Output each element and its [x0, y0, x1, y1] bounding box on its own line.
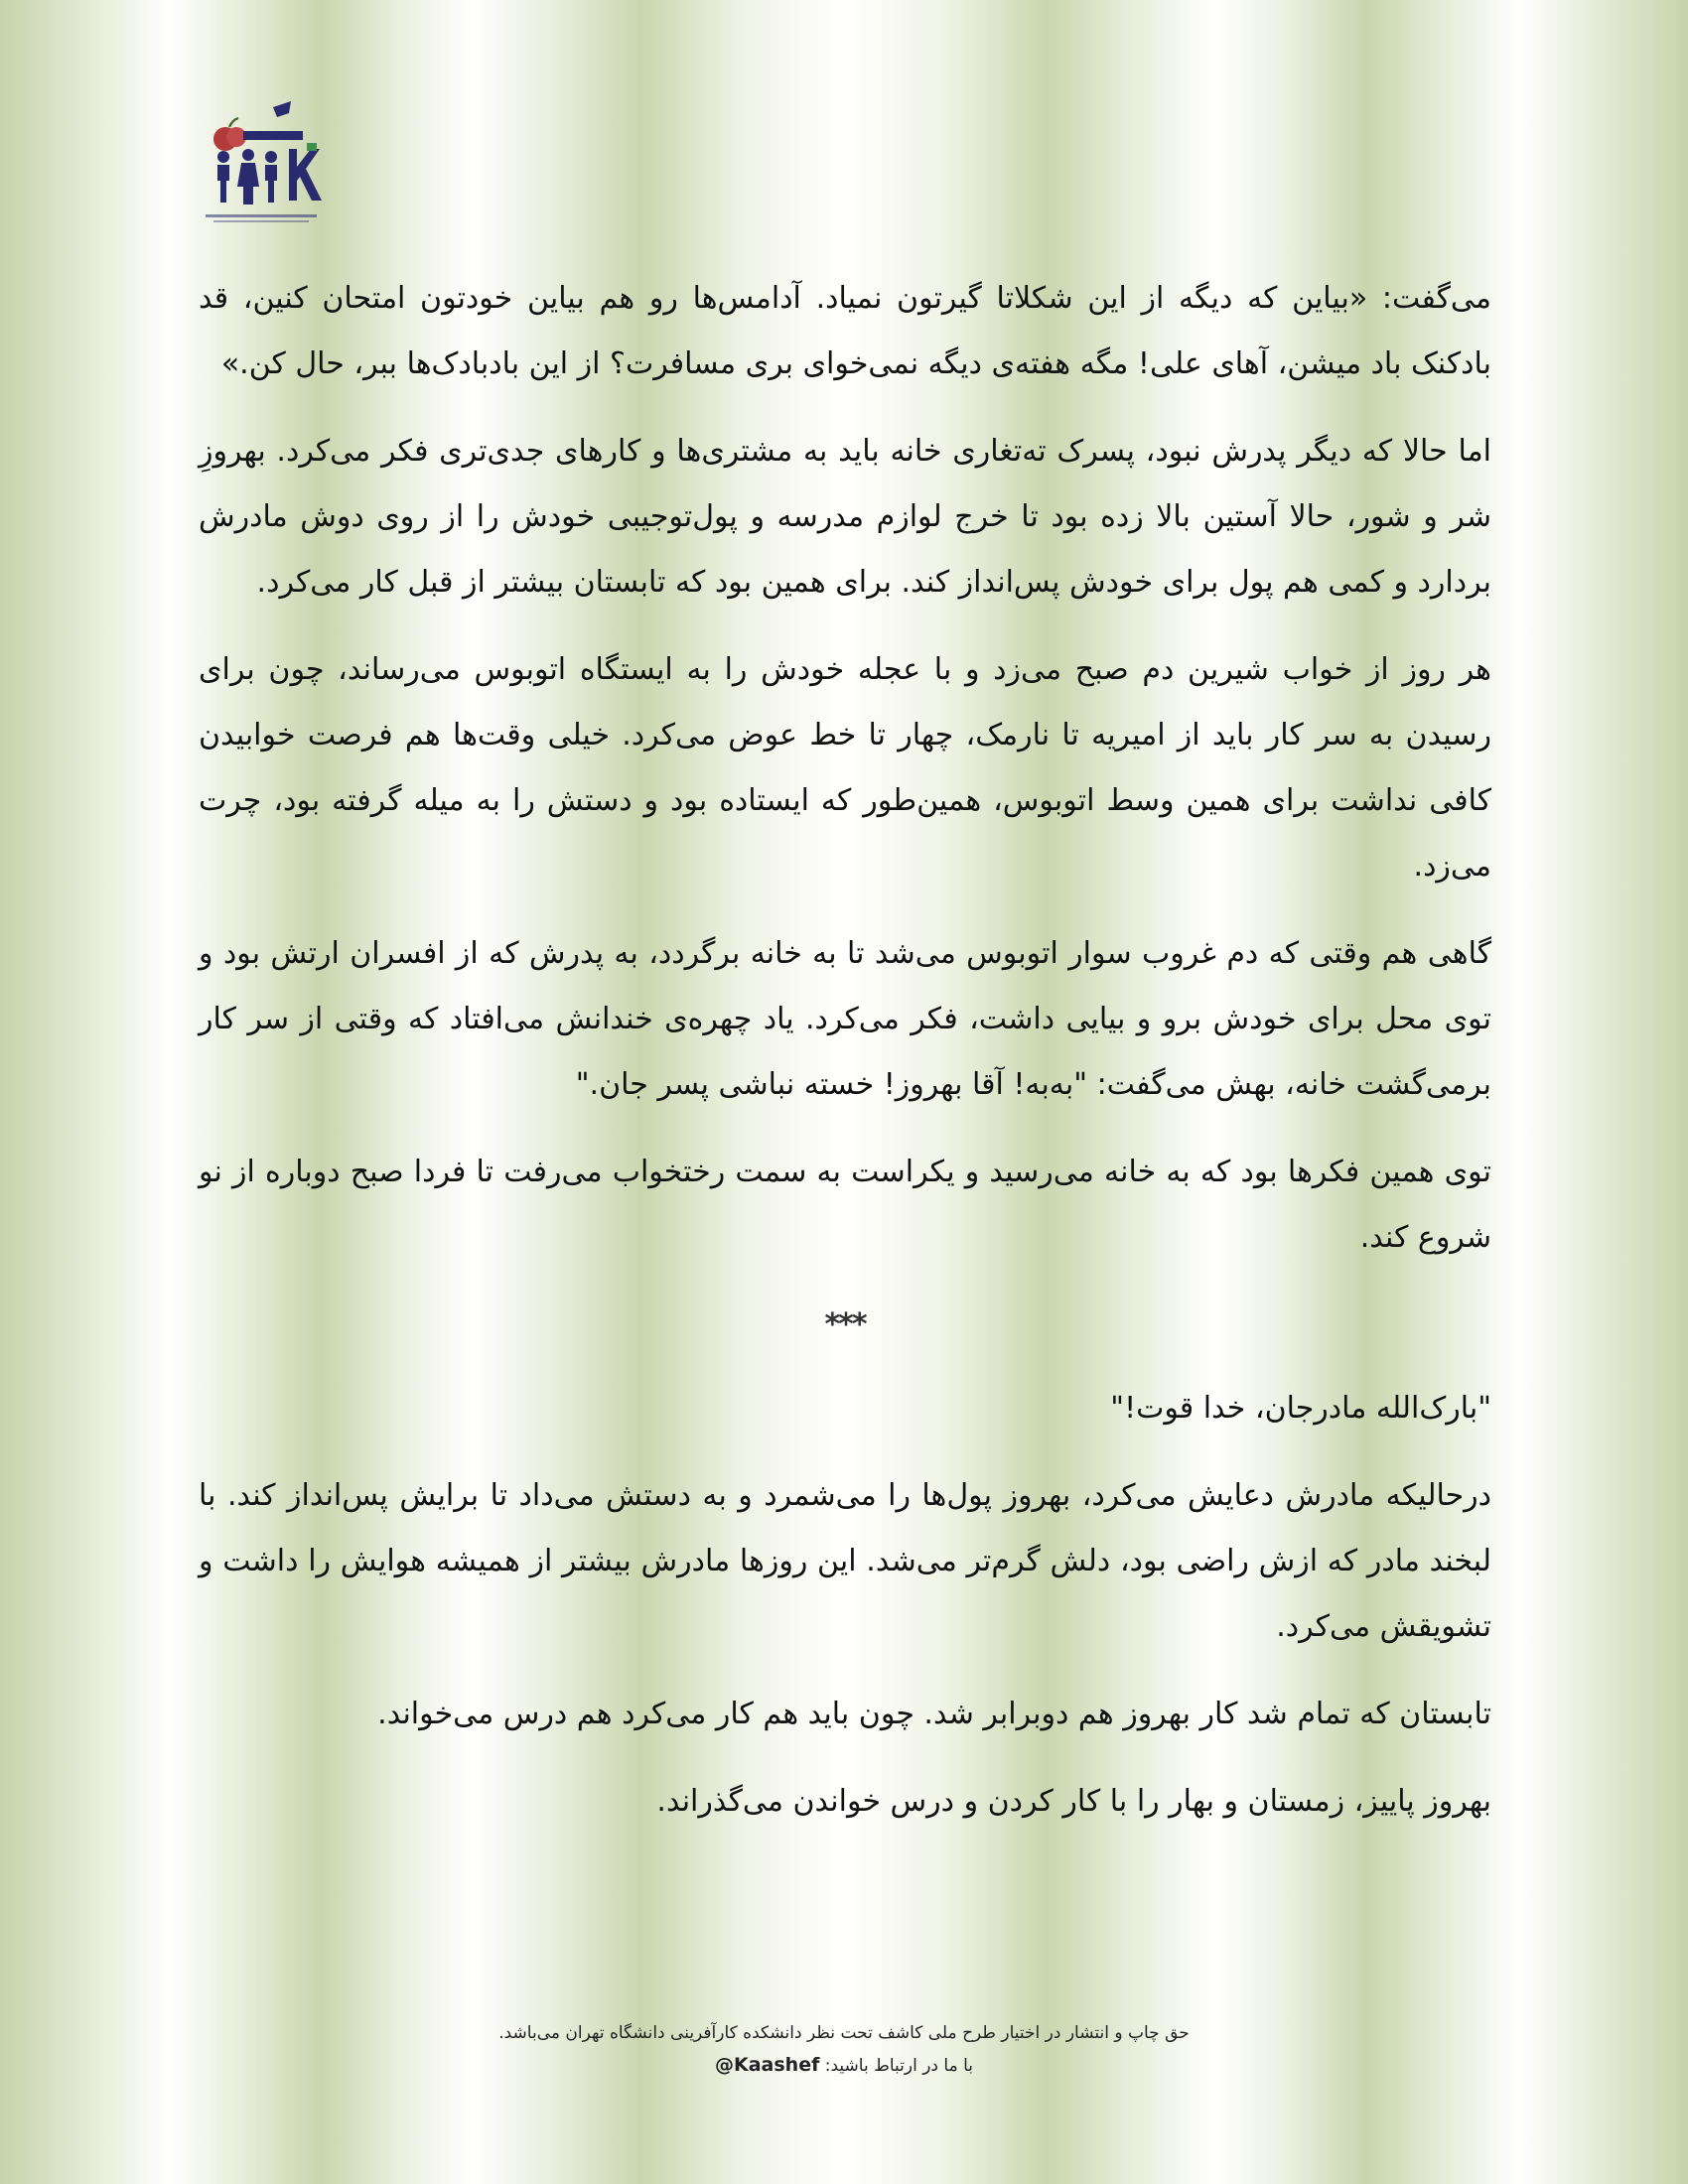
social-handle[interactable]: @Kaashef	[715, 2054, 820, 2076]
paragraph: "بارک‌الله مادرجان، خدا قوت!"	[1110, 1391, 1491, 1426]
contact-label: با ما در ارتباط باشید:	[824, 2056, 973, 2076]
contact-line	[0, 2049, 1688, 2082]
paragraph: هر روز از خواب شیرین دم صبح می‌زد و با عجله خودش را به ایستگاه اتوبوس می‌رساند، چون برای رسیدن به سر کار باید از امیریه تا نارمک، چهار تا خط عوض می‌کرد. خیلی وقت‌ها هم فرصت خوابیدن کافی نداشت برای همین وسط اتوبوس، همین‌طور که ایستاده بود و دستش را به میله گرفته بود، چرت می‌زد.	[199, 652, 1491, 884]
kaashef-logo	[204, 99, 323, 228]
paragraph: توی همین فکرها بود که به خانه می‌رسید و یکراست به سمت رختخواب می‌رفت تا فردا صبح دوباره از نو شروع کند.	[199, 1155, 1491, 1255]
page-footer	[0, 2017, 1688, 2082]
paragraph: اما حالا که دیگر پدرش نبود، پسرک ته‌تغاری خانه باید به مشتری‌ها و کارهای جدی‌تری فکر می‌کرد. بهروزِ شر و شور، حالا آستین بالا زده بود تا خرج لوازم مدرسه و پول‌توجیبی خودش را از روی دوش مادرش بردارد و کمی هم پول برای خودش پس‌انداز کند. برای همین بود که تابستان بیشتر از قبل کار می‌کرد.	[199, 434, 1491, 600]
paragraph: بهروز پاییز، زمستان و بهار را با کار کردن و درس خواندن می‌گذراند.	[656, 1784, 1491, 1819]
kaashef-logo-image	[204, 99, 323, 228]
paragraph: می‌گفت: «بیاین که دیگه از این شکلاتا گیرتون نمیاد. آدامس‌ها رو هم بیاین خودتون امتحان کنین، قد بادکنک باد میشن، آهای علی! مگه هفته‌ی دیگه نمی‌خوای بری مسافرت؟ از این بادبادک‌ها ببر، حال کن.»	[199, 281, 1491, 381]
section-separator: ***	[824, 1307, 866, 1342]
paragraph: گاهی هم وقتی که دم غروب سوار اتوبوس می‌شد تا به خانه برگردد، به پدرش که از افسران ارتش بود و توی محل برای خودش برو و بیایی داشت، فکر می‌کرد. یاد چهره‌ی خندانش می‌افتاد که وقتی از سر کار برمی‌گشت خانه، بهش می‌گفت: "به‌به! آقا بهروز! خسته نباشی پسر جان."	[199, 936, 1491, 1102]
copyright-notice: حق چاپ و انتشار در اختیار طرح ملی کاشف تحت نظر دانشکده کارآفرینی دانشگاه تهران می‌باشد.	[498, 2023, 1190, 2043]
paragraph: درحالیکه مادرش دعایش می‌کرد، بهروز پول‌ها را می‌شمرد و به دستش می‌داد تا برایش پس‌انداز کند. با لبخند مادر که ازش راضی بود، دلش گرم‌تر می‌شد. این روزها مادرش بیشتر از همیشه هوایش را داشت و تشویقش می‌کرد.	[199, 1478, 1491, 1644]
paragraph: تابستان که تمام شد کار بهروز هم دوبرابر شد. چون باید هم کار می‌کرد هم درس می‌خواند.	[377, 1697, 1491, 1731]
story-text	[199, 266, 1491, 1856]
